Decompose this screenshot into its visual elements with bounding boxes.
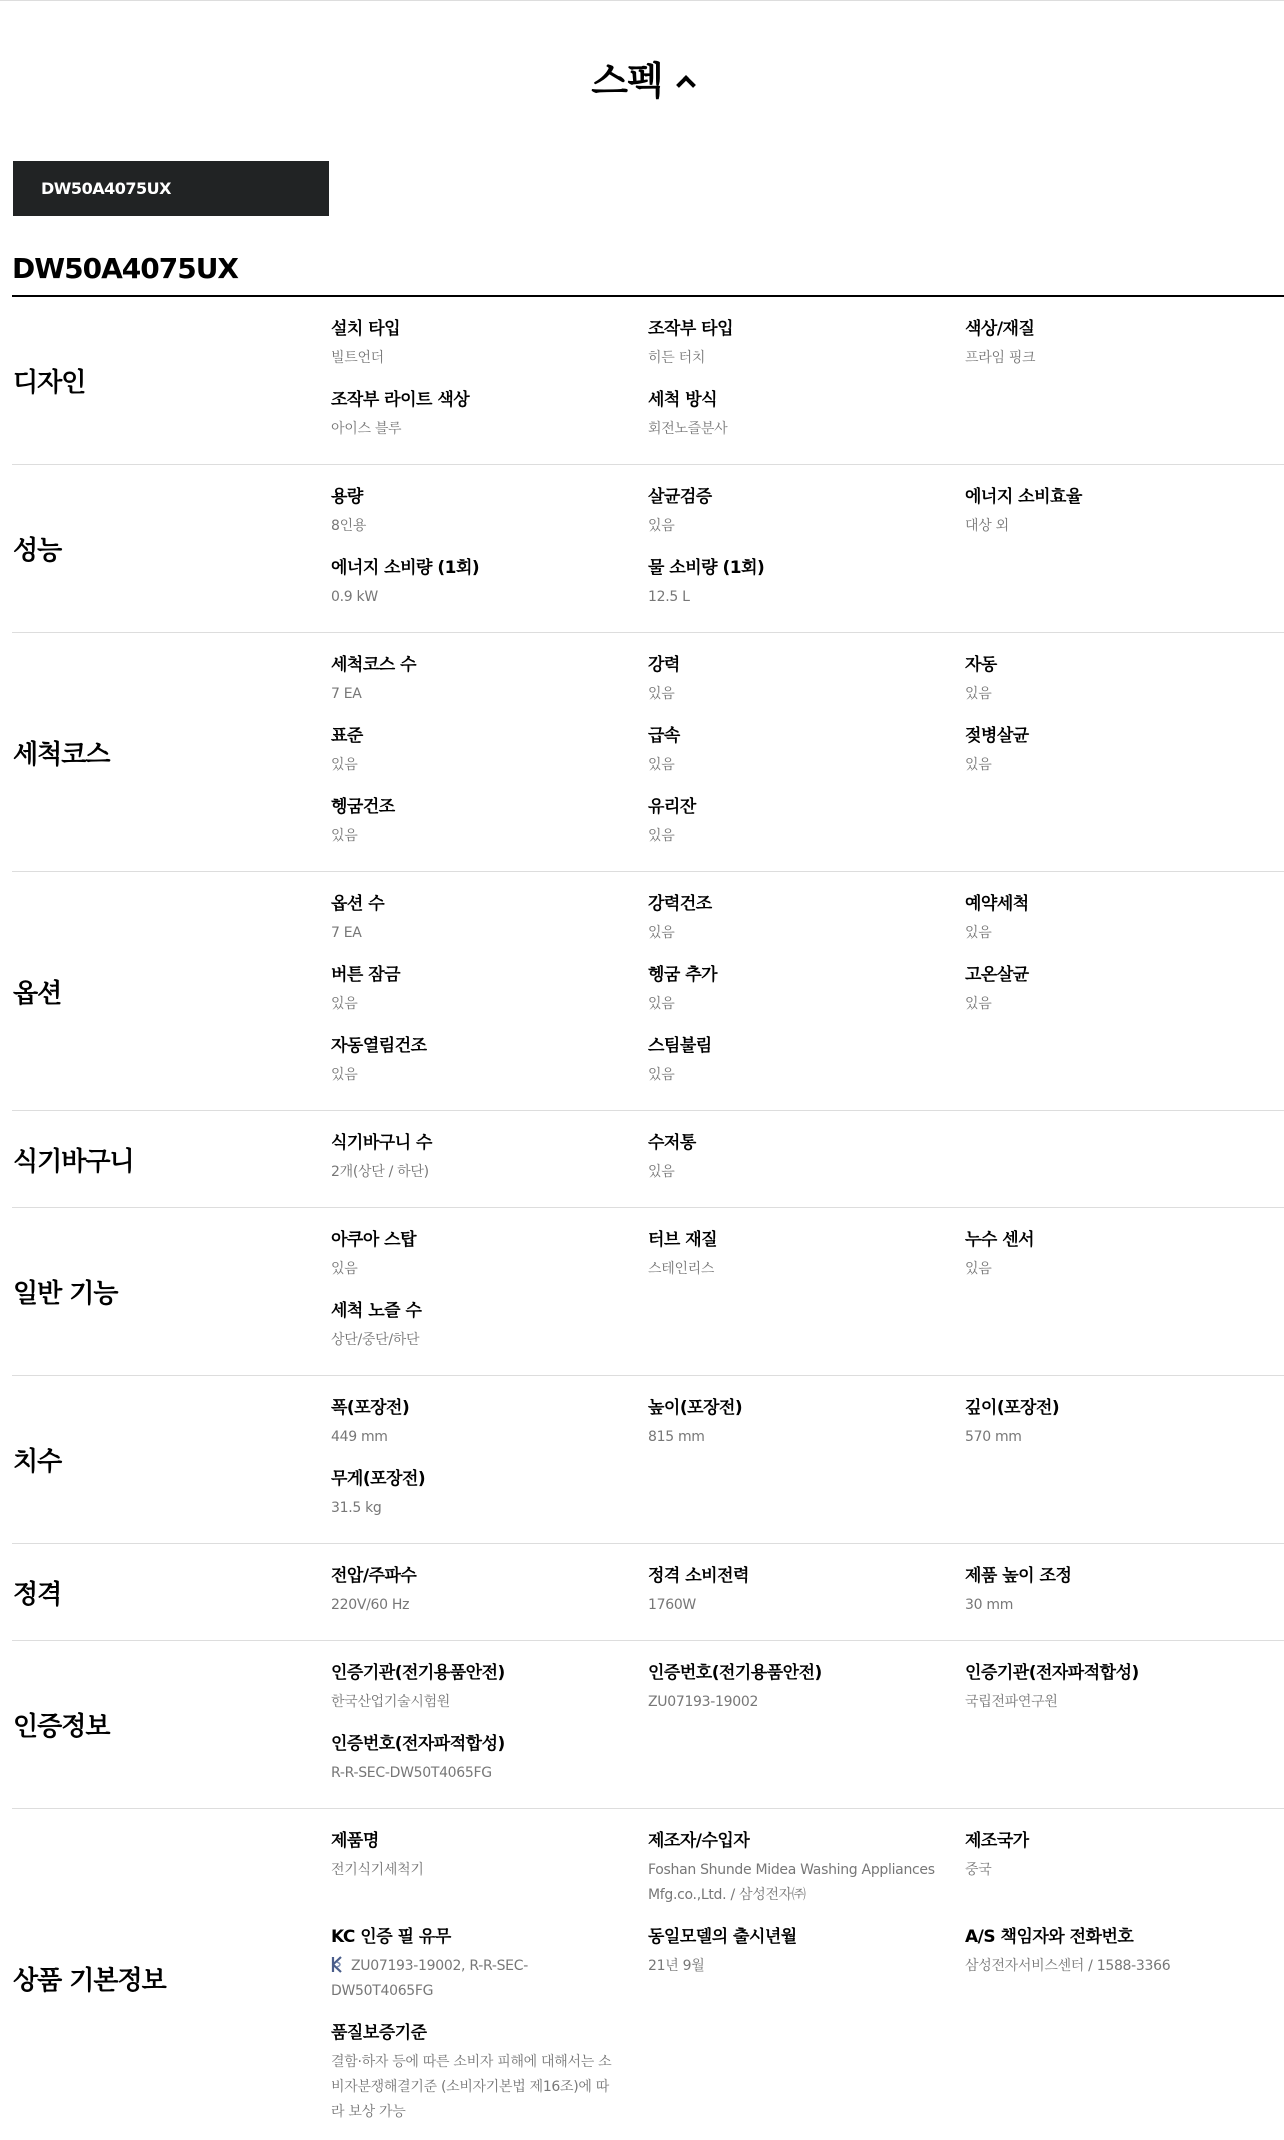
spec-item xyxy=(965,318,1282,371)
spec-label: 식기바구니 수 xyxy=(331,1133,432,1153)
spec-item xyxy=(965,964,1282,1017)
spec-value: 있음 xyxy=(965,1261,992,1277)
spec-value: 결함·하자 등에 따른 소비자 피해에 대해서는 소비자분쟁해결기준 (소비자기본법 제16조)에 따라 보상 가능 xyxy=(331,2054,612,2120)
spec-label: 세척 방식 xyxy=(648,390,718,410)
spec-item xyxy=(331,318,648,371)
spec-item xyxy=(331,1035,648,1088)
spec-value: 국립전파연구원 xyxy=(965,1694,1058,1710)
page-title: 스펙 xyxy=(591,59,663,103)
spec-label: 높이(포장전) xyxy=(648,1398,743,1418)
spec-item xyxy=(648,1662,965,1715)
spec-label: 헹굼 추가 xyxy=(648,965,718,985)
spec-value: 0.9 kW xyxy=(331,589,378,605)
spec-items xyxy=(331,1111,1284,1207)
spec-value: 있음 xyxy=(648,686,675,702)
spec-items xyxy=(331,1208,1284,1375)
spec-value xyxy=(331,1954,618,2004)
spec-category: 세척코스 xyxy=(13,739,110,770)
spec-item xyxy=(648,1565,965,1618)
spec-label: 급속 xyxy=(648,726,680,746)
spec-item xyxy=(331,1662,648,1715)
spec-label: 제조자/수입자 xyxy=(648,1831,750,1851)
spec-label: 터브 재질 xyxy=(648,1230,718,1250)
spec-value: 한국산업기술시험원 xyxy=(331,1694,451,1710)
spec-items xyxy=(331,1544,1284,1640)
spec-value: 스테인리스 xyxy=(648,1261,715,1277)
spec-item xyxy=(965,1229,1282,1282)
spec-item xyxy=(331,964,648,1017)
spec-value: 있음 xyxy=(331,757,358,773)
spec-value: 570 mm xyxy=(965,1429,1022,1445)
spec-item xyxy=(331,1300,648,1353)
spec-value: 있음 xyxy=(331,828,358,844)
spec-item xyxy=(648,1397,965,1450)
spec-item xyxy=(648,389,965,442)
spec-value: 7 EA xyxy=(331,925,362,941)
spec-value: 31.5 kg xyxy=(331,1500,382,1516)
spec-label: 헹굼건조 xyxy=(331,797,395,817)
spec-row xyxy=(12,872,1284,1111)
spec-label: A/S 책임자와 전화번호 xyxy=(965,1927,1134,1947)
spec-value: 220V/60 Hz xyxy=(331,1597,410,1613)
spec-value: 8인용 xyxy=(331,518,367,534)
spec-value: 있음 xyxy=(965,925,992,941)
spec-item xyxy=(965,725,1282,778)
spec-value: 있음 xyxy=(965,686,992,702)
spec-section-toggle[interactable] xyxy=(0,50,1284,105)
spec-item xyxy=(648,486,965,539)
spec-value: 815 mm xyxy=(648,1429,705,1445)
spec-item xyxy=(331,389,648,442)
spec-label: 고온살균 xyxy=(965,965,1029,985)
spec-label: 강력 xyxy=(648,655,680,675)
spec-row xyxy=(12,297,1284,465)
spec-items xyxy=(331,872,1284,1110)
spec-item xyxy=(648,1035,965,1088)
spec-item xyxy=(965,1565,1282,1618)
spec-item xyxy=(648,893,965,946)
spec-value: 7 EA xyxy=(331,686,362,702)
spec-value: 빌트언더 xyxy=(331,350,384,366)
spec-label: 정격 소비전력 xyxy=(648,1566,749,1586)
spec-label: 제품 높이 조정 xyxy=(965,1566,1072,1586)
spec-label: 강력건조 xyxy=(648,894,712,914)
spec-value: 있음 xyxy=(965,757,992,773)
spec-label: 설치 타입 xyxy=(331,319,401,339)
spec-value: 있음 xyxy=(648,518,675,534)
spec-item xyxy=(331,1926,648,2004)
spec-value: 전기식기세척기 xyxy=(331,1862,424,1878)
spec-item xyxy=(648,318,965,371)
spec-item xyxy=(965,486,1282,539)
spec-label: 인증기관(전자파적합성) xyxy=(965,1663,1139,1683)
spec-label: 세척 노즐 수 xyxy=(331,1301,422,1321)
spec-item xyxy=(648,725,965,778)
spec-item xyxy=(648,557,965,610)
spec-row xyxy=(12,1544,1284,1641)
spec-category: 상품 기본정보 xyxy=(13,1965,166,1996)
spec-category: 인증정보 xyxy=(13,1712,110,1742)
spec-value: 있음 xyxy=(648,828,675,844)
spec-value: 대상 외 xyxy=(965,518,1009,534)
spec-items xyxy=(331,1376,1284,1543)
spec-value: 21년 9월 xyxy=(648,1958,705,1974)
spec-value: 삼성전자서비스센터 / 1588-3366 xyxy=(965,1958,1171,1974)
spec-row xyxy=(12,1641,1284,1809)
spec-category: 옵션 xyxy=(13,978,62,1009)
spec-category: 식기바구니 xyxy=(13,1146,134,1177)
spec-items xyxy=(331,1641,1284,1808)
spec-item xyxy=(965,1830,1282,1908)
spec-value: 히든 터치 xyxy=(648,350,706,366)
spec-item xyxy=(965,1926,1282,2004)
spec-label: 무게(포장전) xyxy=(331,1469,426,1489)
spec-value: R-R-SEC-DW50T4065FG xyxy=(331,1765,492,1781)
spec-label: 표준 xyxy=(331,726,363,746)
spec-value: Foshan Shunde Midea Washing Appliances Mfg.co.,Ltd. / 삼성전자㈜ xyxy=(648,1862,935,1903)
spec-item xyxy=(331,725,648,778)
spec-item xyxy=(331,1830,648,1908)
spec-item xyxy=(965,654,1282,707)
spec-value: 있음 xyxy=(648,1164,675,1180)
spec-item xyxy=(331,2022,648,2125)
spec-label: 제품명 xyxy=(331,1831,379,1851)
spec-label: 깊이(포장전) xyxy=(965,1398,1060,1418)
spec-category: 일반 기능 xyxy=(13,1279,118,1309)
spec-value: 중국 xyxy=(965,1862,992,1878)
spec-label: 살균검증 xyxy=(648,487,712,507)
spec-value: ZU07193-19002 xyxy=(648,1694,759,1710)
spec-item xyxy=(965,1397,1282,1450)
spec-label: 스팀불림 xyxy=(648,1036,712,1056)
spec-item xyxy=(648,1926,965,2004)
spec-category: 디자인 xyxy=(13,368,86,398)
spec-value: 12.5 L xyxy=(648,589,690,605)
spec-row xyxy=(12,465,1284,633)
spec-value: 449 mm xyxy=(331,1429,388,1445)
spec-label: 옵션 수 xyxy=(331,894,385,914)
spec-label: 예약세척 xyxy=(965,894,1029,914)
spec-label: 누수 센서 xyxy=(965,1230,1035,1250)
spec-label: 물 소비량 (1회) xyxy=(648,558,765,578)
spec-label: 에너지 소비량 (1회) xyxy=(331,558,480,578)
spec-item xyxy=(648,796,965,849)
spec-value: 있음 xyxy=(648,925,675,941)
spec-label: 버튼 잠금 xyxy=(331,965,401,985)
spec-item xyxy=(648,1830,965,1908)
spec-item xyxy=(331,893,648,946)
spec-label: 조작부 라이트 색상 xyxy=(331,390,470,410)
spec-items xyxy=(331,1809,1284,2140)
spec-item xyxy=(331,796,648,849)
spec-items xyxy=(331,633,1284,871)
spec-label: 폭(포장전) xyxy=(331,1398,410,1418)
spec-label: 품질보증기준 xyxy=(331,2023,427,2043)
spec-item xyxy=(331,1397,648,1450)
spec-row xyxy=(12,1376,1284,1544)
spec-item xyxy=(331,486,648,539)
spec-item xyxy=(331,1132,648,1185)
spec-label: 동일모델의 출시년월 xyxy=(648,1927,797,1947)
spec-value: 아이스 블루 xyxy=(331,421,402,437)
spec-label: 인증기관(전기용품안전) xyxy=(331,1663,505,1683)
spec-label: 색상/재질 xyxy=(965,319,1035,339)
chevron-up-icon[interactable] xyxy=(676,75,696,95)
spec-value: 있음 xyxy=(965,996,992,1012)
spec-item xyxy=(331,1229,648,1282)
spec-table xyxy=(12,297,1284,2140)
spec-label: KC 인증 필 유무 xyxy=(331,1927,451,1947)
spec-item xyxy=(965,1662,1282,1715)
spec-category: 정격 xyxy=(13,1579,62,1610)
spec-value-text: ZU07193-19002, R-R-SEC-DW50T4065FG xyxy=(331,1958,528,1999)
spec-value: 30 mm xyxy=(965,1597,1014,1613)
spec-row xyxy=(12,1111,1284,1208)
spec-items xyxy=(331,297,1284,464)
spec-label: 조작부 타입 xyxy=(648,319,734,339)
spec-value: 있음 xyxy=(331,996,358,1012)
spec-value: 상단/중단/하단 xyxy=(331,1332,420,1348)
spec-value: 있음 xyxy=(648,1067,675,1083)
spec-label: 아쿠아 스탑 xyxy=(331,1230,417,1250)
spec-item xyxy=(331,1733,648,1786)
spec-value: 1760W xyxy=(648,1597,696,1613)
spec-value: 있음 xyxy=(331,1067,358,1083)
spec-item xyxy=(331,557,648,610)
spec-label: 에너지 소비효율 xyxy=(965,487,1082,507)
spec-value: 있음 xyxy=(648,757,675,773)
spec-value: 있음 xyxy=(648,996,675,1012)
spec-item xyxy=(648,964,965,1017)
spec-item xyxy=(648,654,965,707)
spec-label: 유리잔 xyxy=(648,797,696,817)
kc-mark-icon xyxy=(331,1956,345,1973)
spec-label: 세척코스 수 xyxy=(331,655,417,675)
spec-label: 제조국가 xyxy=(965,1831,1029,1851)
spec-category: 성능 xyxy=(13,536,62,566)
spec-item xyxy=(965,893,1282,946)
spec-item xyxy=(648,1132,965,1185)
spec-label: 자동 xyxy=(965,655,997,675)
spec-value: 있음 xyxy=(331,1261,358,1277)
spec-label: 자동열림건조 xyxy=(331,1036,427,1056)
spec-item xyxy=(331,1468,648,1521)
spec-category: 치수 xyxy=(13,1447,62,1477)
spec-value: 프라임 핑크 xyxy=(965,350,1036,366)
spec-label: 인증번호(전기용품안전) xyxy=(648,1663,822,1683)
spec-value: 회전노즐분사 xyxy=(648,421,728,437)
spec-label: 수저통 xyxy=(648,1133,696,1153)
spec-label: 용량 xyxy=(331,487,363,507)
spec-item xyxy=(331,1565,648,1618)
spec-items xyxy=(331,465,1284,632)
spec-label: 인증번호(전자파적합성) xyxy=(331,1734,505,1754)
spec-row xyxy=(12,1809,1284,2140)
model-title: DW50A4075UX xyxy=(12,252,239,285)
spec-item xyxy=(648,1229,965,1282)
spec-label: 젖병살균 xyxy=(965,726,1029,746)
spec-row xyxy=(12,633,1284,872)
top-divider xyxy=(0,0,1284,1)
spec-value: 2개(상단 / 하단) xyxy=(331,1164,429,1180)
spec-item xyxy=(331,654,648,707)
model-tab[interactable]: DW50A4075UX xyxy=(13,161,329,216)
spec-row xyxy=(12,1208,1284,1376)
spec-label: 전압/주파수 xyxy=(331,1566,417,1586)
